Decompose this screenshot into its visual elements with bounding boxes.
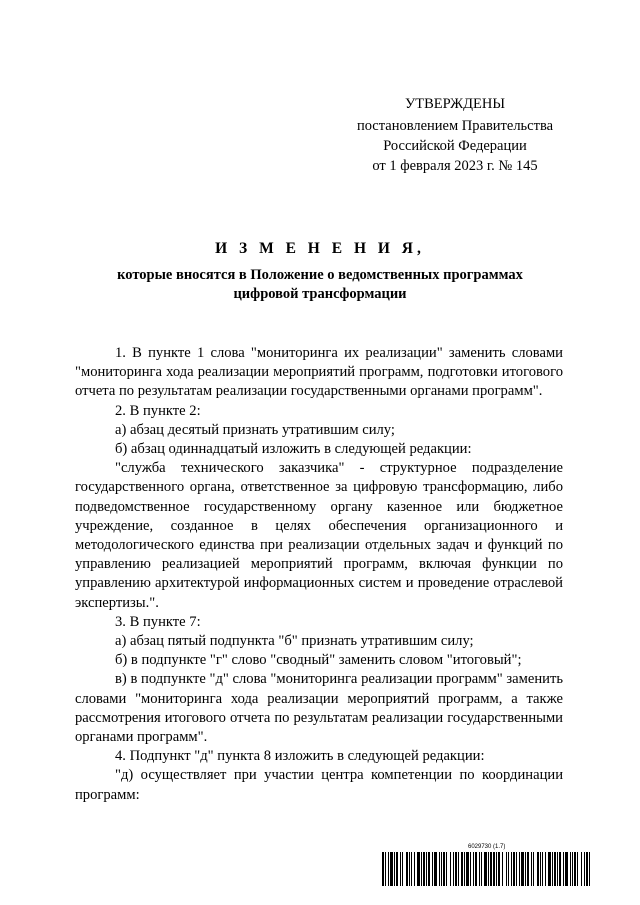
barcode-bar <box>589 852 590 886</box>
barcode-bar <box>545 852 546 886</box>
barcode-bar <box>537 852 539 886</box>
barcode-bar <box>390 852 393 886</box>
barcode-bar <box>400 852 401 886</box>
barcode-bar <box>508 852 509 886</box>
barcode-bar <box>496 852 497 886</box>
barcode-bar <box>479 852 480 886</box>
barcode-bar <box>402 852 403 886</box>
barcode-bar <box>439 852 440 886</box>
document-body <box>75 344 563 805</box>
barcode-bar <box>513 852 515 886</box>
barcode-bar <box>473 852 474 886</box>
barcode-bar <box>581 852 582 886</box>
barcode-bar <box>502 852 503 886</box>
barcode-bar <box>488 852 489 886</box>
barcode-bar <box>426 852 427 886</box>
document-subtitle <box>80 266 560 304</box>
barcode-bar <box>511 852 512 886</box>
barcode-bar <box>542 852 543 886</box>
barcode-bar <box>577 852 578 886</box>
paragraph: б) в подпункте "г" слово "сводный" заменить словом "итоговый"; <box>115 652 522 669</box>
barcode-bar <box>584 852 585 886</box>
barcode-bar <box>434 852 437 886</box>
barcode-bar <box>565 852 568 886</box>
barcode-bar <box>498 852 500 886</box>
approval-date-number: от 1 февраля 2023 г. № 145 <box>372 158 538 174</box>
barcode-bar <box>388 852 389 886</box>
barcode-bar <box>548 852 551 886</box>
barcode-bar <box>484 852 487 886</box>
barcode-bar <box>552 852 553 886</box>
barcode-bar <box>519 852 520 886</box>
barcode-bar <box>554 852 556 886</box>
barcode-bar <box>421 852 422 886</box>
barcode-bar <box>443 852 445 886</box>
barcode-image <box>382 852 590 886</box>
barcode-bar <box>527 852 529 886</box>
subtitle-line: которые вносятся в Положение о ведомственных программах <box>117 267 523 283</box>
subtitle-line: цифровой трансформации <box>233 286 407 302</box>
barcode-bar <box>458 852 459 886</box>
paragraph: "служба технического заказчика" - структурное подразделение государственного органа, ответственное за цифровую трансформацию, либо подведомственное государственному органу казенное или бюджетное учреждение, созданное в целях обеспечения организационного и методологического единства при реализации отдельных задач и функций по управлению реализацией мероприятий программ, включая функции по управлению архитектурой информационных систем и проведение отраслевой экспертизы.". <box>75 460 563 611</box>
barcode-bar <box>441 852 442 886</box>
barcode-bar <box>516 852 517 886</box>
barcode-bar <box>572 852 573 886</box>
approval-line: постановлением Правительства <box>356 118 554 134</box>
barcode-bar <box>559 852 561 886</box>
barcode-bar <box>450 852 451 886</box>
barcode-bar <box>394 852 395 886</box>
barcode-bar <box>531 852 532 886</box>
barcode-bar <box>461 852 463 886</box>
barcode-bar <box>533 852 534 886</box>
barcode-bar <box>414 852 415 886</box>
barcode-bar <box>411 852 412 886</box>
paragraph: 1. В пункте 1 слова "мониторинга их реализации" заменить словами "мониторинга хода реализации мероприятий программ, подготовки итогового отчета по результатам реализации государственными органами программ". <box>75 345 563 400</box>
barcode-bar <box>470 852 471 886</box>
approval-line: Российской Федерации <box>383 138 527 154</box>
barcode-bar <box>574 852 576 886</box>
paragraph: 4. Подпункт "д" пункта 8 изложить в следующей редакции: <box>115 748 485 765</box>
barcode-bar <box>586 852 588 886</box>
paragraph: в) в подпункте "д" слова "мониторинга реализации программ" заменить словами "мониторинга хода реализации мероприятий программ, а также рассмотрения итогового отчета по результатам реализации государственными органами программ". <box>75 671 563 746</box>
barcode-bar <box>385 852 386 886</box>
barcode-bar <box>506 852 507 886</box>
barcode-bar <box>432 852 433 886</box>
barcode-bar <box>493 852 495 886</box>
barcode-bar <box>464 852 465 886</box>
barcode-bar <box>409 852 410 886</box>
barcode-bar <box>417 852 420 886</box>
paragraph: 3. В пункте 7: <box>115 613 201 630</box>
paragraph: б) абзац одиннадцатый изложить в следующей редакции: <box>115 441 472 458</box>
barcode-bar <box>521 852 524 886</box>
barcode-bar <box>557 852 558 886</box>
paragraph: "д) осуществляет при участии центра компетенции по координации программ: <box>75 767 563 803</box>
barcode-bar <box>475 852 477 886</box>
barcode-bar <box>406 852 408 886</box>
barcode-bar <box>382 852 384 886</box>
paragraph: 2. В пункте 2: <box>115 402 201 419</box>
paragraph: а) абзац десятый признать утратившим силу; <box>115 421 395 438</box>
approval-heading: УТВЕРЖДЕНЫ <box>404 96 506 112</box>
barcode-bar <box>428 852 430 886</box>
barcode-bar <box>423 852 425 886</box>
barcode-bar <box>563 852 564 886</box>
barcode-bar <box>490 852 492 886</box>
barcode-block <box>382 844 590 888</box>
approval-block <box>330 94 580 176</box>
barcode-bar <box>466 852 469 886</box>
paragraph: а) абзац пятый подпункта "б" признать утратившим силу; <box>115 633 474 650</box>
barcode-bar <box>481 852 482 886</box>
barcode-bar <box>540 852 541 886</box>
barcode-bar <box>455 852 457 886</box>
barcode-number: 6029730 (1.7) <box>468 844 506 850</box>
barcode-bar <box>525 852 526 886</box>
barcode-bar <box>570 852 571 886</box>
barcode-bar <box>453 852 454 886</box>
barcode-bar <box>446 852 447 886</box>
barcode-bar <box>396 852 398 886</box>
document-title: И З М Е Н Е Н И Я, <box>215 240 425 257</box>
